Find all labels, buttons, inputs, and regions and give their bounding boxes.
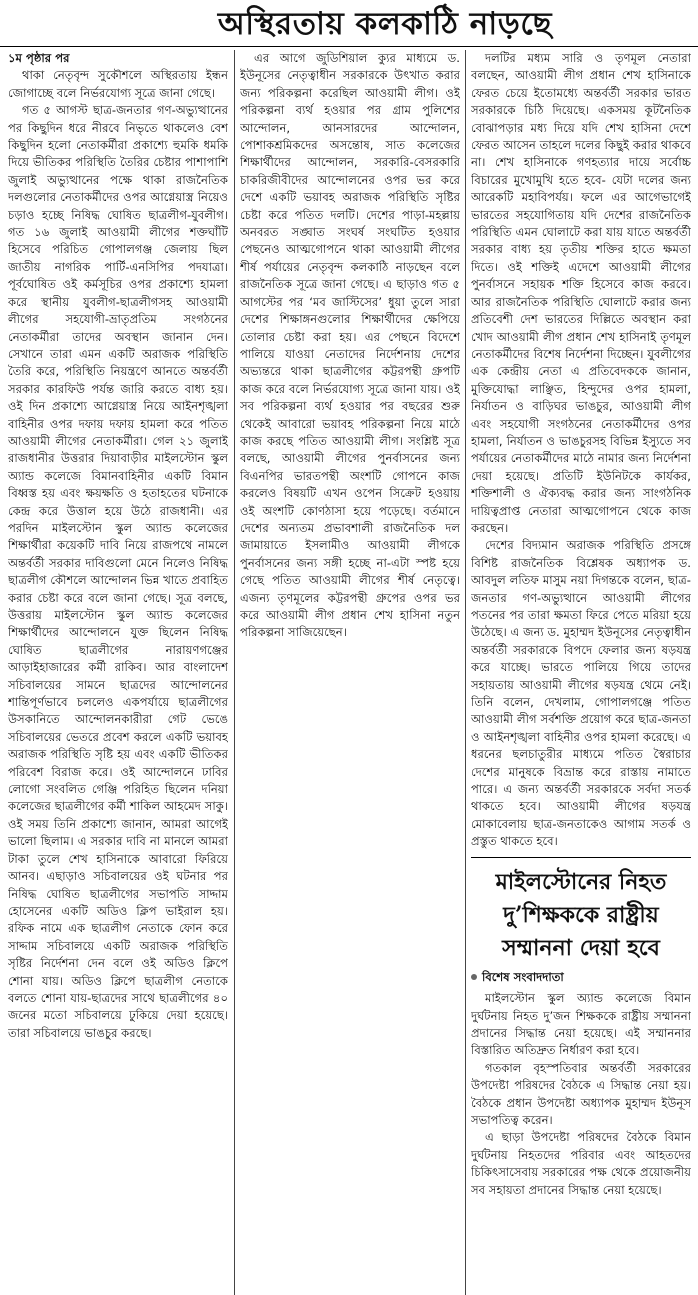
column-divider <box>234 50 235 1295</box>
article-column-2 <box>240 50 460 1295</box>
article-paragraph: দেশের বিদ্যমান অরাজক পরিস্থিতি প্রসঙ্গে বিশিষ্ট রাজনৈতিক বিশ্লেষক অধ্যাপক ড. আবদুল লতিফ মাসুম নয়া দিগন্তকে বলেন, ছাত্র-জনতার গণ-অভ্যুত্থানে আওয়ামী লীগের পতনের পর তারা ক্ষমতা ফিরে পেতে মরিয়া হয়ে উঠেছে। এ জন্য ড. মুহাম্মদ ইউনূসের নেতৃত্বাধীন অন্তর্বর্তী সরকারকে বিপদে ফেলার জন্য ষড়যন্ত্র করে যাচ্ছে। ভারতে পালিয়ে গিয়ে তাদের সহায়তায় আওয়ামী লীগের ষড়যন্ত্র থেমে নেই। তিনি বলেন, দেখলাম, গোপালগঞ্জে পতিত আওয়ামী লীগ সর্বশক্তি প্রয়োগ করে ছাত্র-জনতা ও আইনশৃঙ্খলা বাহিনীর ওপর হামলা করেছে। এ ধরনের ছলচাতুরীর মাধ্যমে পতিত স্বৈরাচার দেশের মানুষকে বিভ্রান্ত করে রাস্তায় নামাতে পারে। এ জন্য অন্তর্বর্তী সরকারকে সর্বদা সতর্ক থাকতে হবে। আওয়ামী লীগের ষড়যন্ত্র মোকাবেলায় ছাত্র-জনতাকেও আগাম সতর্ক ও প্রস্তুত থাকতে হবে। <box>471 538 691 849</box>
side-story-paragraph: গতকাল বৃহস্পতিবার অন্তর্বর্তী সরকারের উপদেষ্টা পরিষদের বৈঠকে এ সিদ্ধান্ত নেয়া হয়। বৈঠকে প্রধান উপদেষ্টা অধ্যাপক মুহাম্মদ ইউনূস সভাপতিত্ব করেন। <box>471 1060 691 1127</box>
column-divider <box>465 50 466 1295</box>
side-story-paragraph: মাইলস্টোন স্কুল অ্যান্ড কলেজে বিমান দুর্ঘটনায় নিহত দু’জন শিক্ষককে রাষ্ট্রীয় সম্মাননা প্রদানের সিদ্ধান্ত নেয়া হয়েছে। এই সম্মাননার বিস্তারিত অতিদ্রুত নির্ধারণ করা হবে। <box>471 991 691 1058</box>
article-paragraph: থাকা নেতৃবৃন্দ সুকৌশলে অস্থিরতায় ইন্ধন জোগাচ্ছে বলে নির্ভরযোগ্য সূত্রে জানা গেছে। <box>8 68 228 100</box>
article-paragraph: দলটির মধ্যম সারি ও তৃণমূল নেতারা বলছেন, আওয়ামী লীগ প্রধান শেখ হাসিনাকে ফেরত চেয়ে ইতোমধ্যে অন্তর্বর্তী সরকার ভারত সরকারকে চিঠি দিয়েছে। একসময় কূটনৈতিক বোঝাপড়ার মধ্য দিয়ে যদি শেখ হাসিনা দেশে ফেরত আসেন তাহলে দলের কিছুই করার থাকবে না। শেখ হাসিনাকে গণহত্যার দায়ে সর্বোচ্চ বিচারের মুখোমুখি হতে হবে- যেটা দলের জন্য আরেকটি মহাবিপর্যয়। ফলে এর আগেভাগেই ভারতের সহযোগিতায় যদি দেশের রাজনৈতিক পরিস্থিতি এমন ঘোলাটে করা যায় যাতে অন্তর্বর্তী সরকার বাধ্য হয় তৃতীয় শক্তির হাতে ক্ষমতা দিতে। ওই শক্তিই এদেশে আওয়ামী লীগের পুনর্বাসনে সহায়ক শক্তি হিসেবে কাজ করবে। আর রাজনৈতিক পরিস্থিতি ঘোলাটে করার জন্য প্রতিবেশী দেশ ভারতের দিল্লিতে অবস্থান করা খোদ আওয়ামী লীগ প্রধান শেখ হাসিনাই তৃণমূল নেতাকর্মীদের বিশেষ নির্দেশনা দিচ্ছেন। যুবলীগের এক কেন্দ্রীয় নেতা এ প্রতিবেদককে জানান, মুক্তিযোদ্ধা লাঞ্ছিত, হিন্দুদের ওপর হামলা, নির্যাতন ও বাড়িঘর ভাঙচুর, আওয়ামী লীগ এবং সহযোগী সংগঠনের নেতাকর্মীদের ওপর হামলা, নির্যাতন ও ভাঙচুরসহ বিভিন্ন ইস্যুতে সব পর্যায়ের নেতাকর্মীদের মাঠে নামার জন্য নির্দেশনা দেয়া হয়েছে। প্রতিটি ইউনিটকে কার্যকর, শক্তিশালী ও ঐক্যবদ্ধ করার জন্য সাংগঠনিক দায়িত্বপ্রাপ্ত নেতারা আত্মগোপনে থেকে কাজ করছেন। <box>471 51 691 535</box>
headline-rule <box>0 46 698 47</box>
article-paragraph: এর আগে জুডিশিয়াল ক্যুর মাধ্যমে ড. ইউনূসের নেতৃত্বাধীন সরকারকে উৎখাত করার জন্য পরিকল্পনা করেছিল আওয়ামী লীগ। ওই পরিকল্পনা ব্যর্থ হওয়ার পর গ্রাম পুলিশের আন্দোলন, আনসারদের আন্দোলন, পোশাকশ্রমিকদের অসন্তোষ, সাত কলেজের শিক্ষার্থীদের আন্দোলন, সরকারি-বেসরকারি চাকরিজীবীদের আন্দোলনের ওপর ভর করে দেশে একটি ভয়াবহ অরাজক পরিস্থিতি সৃষ্টির চেষ্টা করে পতিত দলটি। দেশের পাড়া-মহল্লায় অনবরত সঙ্ঘাত সংঘর্ষ সংঘটিত হওয়ার পেছনেও আত্মগোপনে থাকা আওয়ামী লীগের শীর্ষ পর্যায়ের নেতৃবৃন্দ কলকাঠি নাড়ছেন বলে রাজনৈতিক সূত্রে জানা গেছে। এ ছাড়াও গত ৫ আগস্টের পর ‘মব জাস্টিসের’ ধুয়া তুলে সারা দেশের শিক্ষাঙ্গনগুলোর শিক্ষার্থীদের ক্ষেপিয়ে তোলার চেষ্টা করা হয়। এর পেছনে বিদেশে পালিয়ে যাওয়া নেতাদের নির্দেশনায় দেশের অভ্যন্তরে থাকা ছাত্রলীগের কট্টরপন্থী গ্রুপটি কাজ করে বলে নির্ভরযোগ্য সূত্রে জানা যায়। ওই সব পরিকল্পনা ব্যর্থ হওয়ার পর বছরের শুরু থেকেই আবারো ভয়াবহ পরিকল্পনা নিয়ে মাঠে কাজ করছে পতিত আওয়ামী লীগ। সংশ্লিষ্ট সূত্র বলছে, আওয়ামী লীগের পুনর্বাসনের জন্য বিএনপির ভারতপন্থী অংশটি গোপনে কাজ করলেও বিষয়টি এখন ওপেন সিক্রেট হওয়ায় ওই অংশটি কোণঠাসা হয়ে পড়েছে। বর্তমানে দেশের অন্যতম প্রভাবশালী রাজনৈতিক দল জামায়াতে ইসলামীও আওয়ামী লীগকে পুনর্বাসনের জন্য সঙ্গী হচ্ছে না-এটা স্পষ্ট হয়ে গেছে পতিত আওয়ামী লীগের শীর্ষ নেতৃত্বে। এজন্য তৃণমূলের কট্টরপন্থী গ্রুপের ওপর ভর করে আওয়ামী লীগ প্রধান শেখ হাসিনা নতুন পরিকল্পনা সাজিয়েছেন। <box>240 51 460 640</box>
side-story-byline: বিশেষ সংবাদদাতা <box>471 969 691 986</box>
side-story-rule <box>471 857 691 858</box>
side-story-paragraph: এ ছাড়া উপদেষ্টা পরিষদের বৈঠকে বিমান দুর্ঘটনায় নিহতদের পরিবার এবং আহতদের চিকিৎসাসেবায় সরকারের পক্ষ থেকে প্রয়োজনীয় সব সহায়তা প্রদানের সিদ্ধান্ত নেয়া হয়েছে। <box>471 1130 691 1197</box>
side-story-headline: মাইলস্টোনের নিহত দু’শিক্ষককে রাষ্ট্রীয় সম্মাননা দেয়া হবে <box>495 868 667 961</box>
article-column-1 <box>8 50 228 1295</box>
continued-from-label: ১ম পৃষ্ঠার পর <box>8 51 70 65</box>
headline: অস্থিরতায় কলকাঠি নাড়ছে <box>217 6 553 42</box>
article-paragraph: গত ৫ আগস্ট ছাত্র-জনতার গণ-অভ্যুত্থানের পর কিছুদিন ধরে নীরবে নিভৃতে থাকলেও বেশ কিছুদিন হলো নেতাকর্মীরা প্রকাশ্যে হুমকি ধমকি দিয়ে ভীতিকর পরিস্থিতি তৈরির চেষ্টার পাশাপাশি জুলাই অভ্যুত্থানের পক্ষে থাকা রাজনৈতিক দলগুলোর নেতাকর্মীদের ওপর আগ্নেয়াস্ত্র নিয়েও চড়াও হচ্ছে নিষিদ্ধ ঘোষিত ছাত্রলীগ-যুবলীগ। গত ১৬ জুলাই আওয়ামী লীগের শক্তঘাঁটি হিসেবে পরিচিত গোপালগঞ্জ জেলায় ছিল জাতীয় নাগরিক পার্টি-এনসিপির পদযাত্রা। পূর্বঘোষিত ওই কর্মসূচির ওপর প্রকাশ্যে হামলা করে স্থানীয় যুবলীগ-ছাত্রলীগসহ আওয়ামী লীগের সহযোগী-ভ্রাতৃপ্রতিম সংগঠনের নেতাকর্মীরা তাদের অবস্থান জানান দেন। সেখানে তারা এমন একটি অরাজক পরিস্থিতি তৈরি করে, পরিস্থিতি নিয়ন্ত্রণে আনতে অন্তর্বর্তী সরকার কারফিউ পর্যন্ত জারি করতে বাধ্য হয়। ওই দিন প্রকাশ্যে আগ্নেয়াস্ত্র নিয়ে আইনশৃঙ্খলা বাহিনীর ওপর দফায় দফায় হামলা করে পতিত আওয়ামী লীগের নেতাকর্মীরা। গেল ২১ জুলাই রাজধানীর উত্তরার দিয়াবাড়ীর মাইলস্টোন স্কুল অ্যান্ড কলেজে বিমানবাহিনীর একটি বিমান বিধ্বস্ত হয় এবং ক্ষয়ক্ষতি ও হতাহতের ঘটনাকে কেন্দ্র করে উত্তাল হয়ে উঠে রাজধানী। এর পরদিন মাইলস্টোন স্কুল অ্যান্ড কলেজের শিক্ষার্থীরা কয়েকটি দাবি নিয়ে রাজপথে নামলে অন্তর্বর্তী সরকার দাবিগুলো মেনে নিলেও নিষিদ্ধ ছাত্রলীগ কৌশলে আন্দোলন ভিন্ন খাতে প্রবাহিত করার চেষ্টা করে বলে জানা গেছে। সূত্র বলছে, উত্তরায় মাইলস্টোন স্কুল অ্যান্ড কলেজের শিক্ষার্থীদের আন্দোলনে যুক্ত ছিলেন নিষিদ্ধ ঘোষিত ছাত্রলীগের নারায়ণগঞ্জের আড়াইহাজারের কর্মী রাকিব। আর বাংলাদেশ সচিবালয়ের সামনে ছাত্রদের আন্দোলনের শান্তিপূর্ণভাবে চললেও একপর্যায়ে ছাত্রলীগের উসকানিতে আন্দোলনকারীরা গেট ভেঙে সচিবালয়ের ভেতরে প্রবেশ করলে একটি ভয়াবহ অরাজক পরিস্থিতি সৃষ্টি হয় এবং একটি ভীতিকর পরিবেশ বিরাজ করে। ওই আন্দোলনে ঢাবির লোগো সংবলিত গেঞ্জি পরিহিত ছিলেন দনিয়া কলেজের ছাত্রলীগের কর্মী শাকিল আহমেদ সাকু। ওই সময় তিনি প্রকাশ্যে জানান, আমরা আগেই ভালো ছিলাম। এ সরকার দাবি না মানলে আমরা টাকা তুলে শেখ হাসিনাকে আবারো ফিরিয়ে আনব। এছাড়াও সচিবালয়ের ওই ঘটনার পর নিষিদ্ধ ঘোষিত ছাত্রলীগের সভাপতি সাদ্দাম হোসেনের একটি অডিও ক্লিপ ভাইরাল হয়। রফিক নামে এক ছাত্রলীগ নেতাকে ফোন করে সাদ্দাম সচিবালয়ে একটি অরাজক পরিস্থিতি সৃষ্টির নির্দেশনা দেন বলে ওই অডিও ক্লিপে শোনা যায়। অডিও ক্লিপে ছাত্রলীগ নেতাকে বলতে শোনা যায়-ছাত্রদের সাথে ছাত্রলীগের ৪০ জনের মতো সচিবালয়ে ঢুকিয়ে দেয়া হয়েছে। তারা সচিবালয়ে ভাঙচুর করছে। <box>8 103 228 1040</box>
bullet-icon <box>471 974 477 980</box>
article-column-3 <box>471 50 691 1295</box>
